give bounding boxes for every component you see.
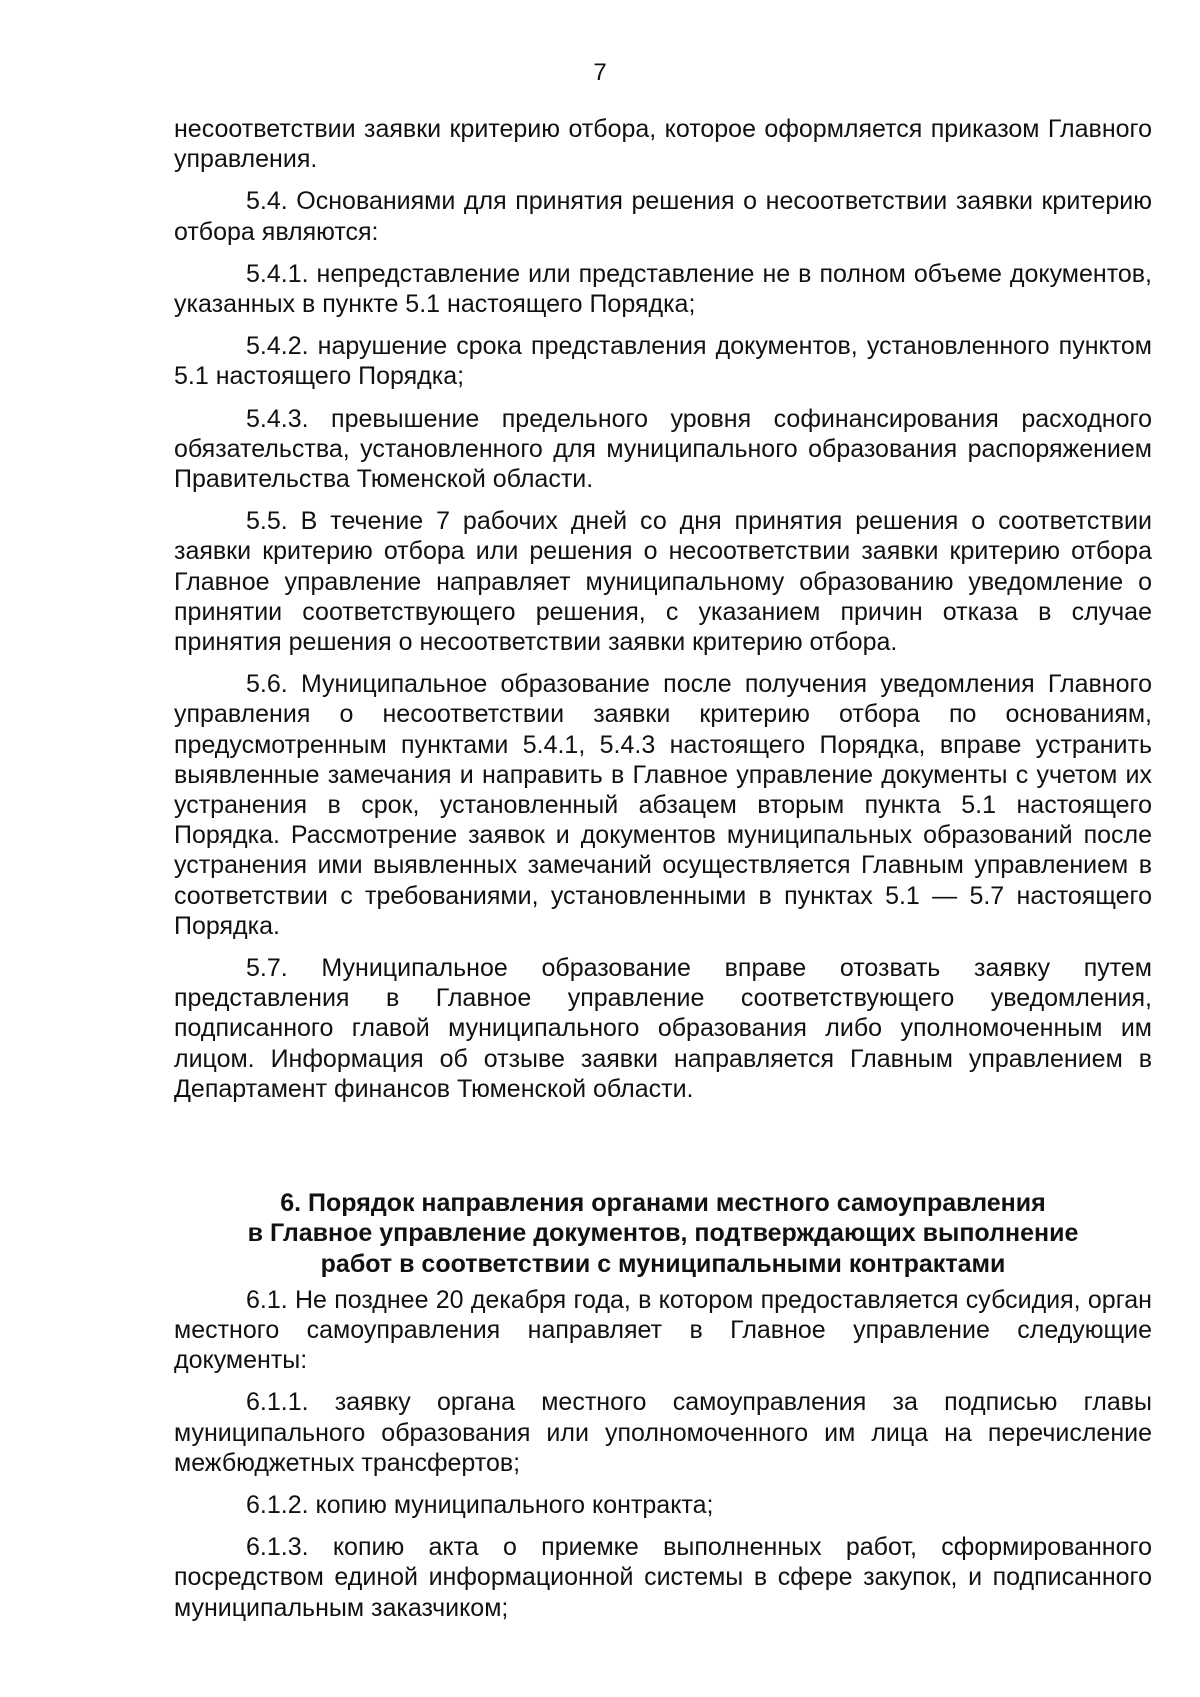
page-number: 7 (593, 59, 607, 86)
paragraph-5-4: 5.4. Основаниями для принятия решения о несоответствии заявки критерию отбора являются: (174, 187, 1152, 246)
paragraph-6-1-1: 6.1.1. заявку органа местного самоуправления за подписью главы муниципального образования или уполномоченного им лица на перечисление межбюджетных трансфертов; (174, 1388, 1152, 1477)
paragraph-6-1: 6.1. Не позднее 20 декабря года, в котором предоставляется субсидия, орган местного самоуправления направляет в Главное управление следующие документы: (174, 1285, 1152, 1375)
section-title-line: в Главное управление документов, подтверждающих выполнение (247, 1219, 1079, 1248)
paragraph-5-4-2: 5.4.2. нарушение срока представления документов, установленного пунктом 5.1 настоящего Порядка; (174, 332, 1152, 391)
paragraph-5-5: 5.5. В течение 7 рабочих дней со дня принятия решения о соответствии заявки критерию отбора или решения о несоответствии заявки критерию отбора Главное управление направляет муниципальному образованию уведомление о принятии соответствующего решения, с указанием причин отказа в случае принятия решения о несоответствии заявки критерию отбора. (174, 507, 1152, 657)
paragraph-5-4-1: 5.4.1. непредставление или представление не в полном объеме документов, указанных в пункте 5.1 настоящего Порядка; (174, 259, 1152, 319)
paragraph-5-6: 5.6. Муниципальное образование после получения уведомления Главного управления о несоответствии заявки критерию отбора по основаниям, предусмотренным пунктами 5.4.1, 5.4.3 настоящего Порядка, вправе устранить выявленные замечания и направить в Главное управление документы с учетом их устранения в срок, установленный абзацем вторым пункта 5.1 настоящего Порядка. Рассмотрение заявок и документов муниципальных образований после устранения ими выявленных замечаний осуществляется Главным управлением в соответствии с требованиями, установленными в пунктах 5.1 — 5.7 настоящего Порядка. (174, 670, 1152, 940)
paragraph-5-4-3: 5.4.3. превышение предельного уровня софинансирования расходного обязательства, установленного для муниципального образования распоряжением Правительства Тюменской области. (174, 404, 1152, 494)
section-title-line: 6. Порядок направления органами местного самоуправления (280, 1189, 1046, 1218)
paragraph-6-1-3: 6.1.3. копию акта о приемке выполненных работ, сформированного посредством единой информационной системы в сфере закупок, и подписанного муниципальным заказчиком; (174, 1533, 1152, 1622)
document-body (174, 114, 1152, 1635)
section-6-title (174, 1188, 1152, 1279)
paragraph-5-7: 5.7. Муниципальное образование вправе отозвать заявку путем представления в Главное управление соответствующего уведомления, подписанного главой муниципального образования либо уполномоченным им лицом. Информация об отзыве заявки направляется Главным управлением в Департамент финансов Тюменской области. (174, 954, 1152, 1103)
paragraph-continuation: несоответствии заявки критерию отбора, которое оформляется приказом Главного управления. (174, 115, 1152, 174)
section-title-line: работ в соответствии с муниципальными контрактами (320, 1249, 1006, 1278)
paragraph-6-1-2: 6.1.2. копию муниципального контракта; (246, 1490, 714, 1519)
